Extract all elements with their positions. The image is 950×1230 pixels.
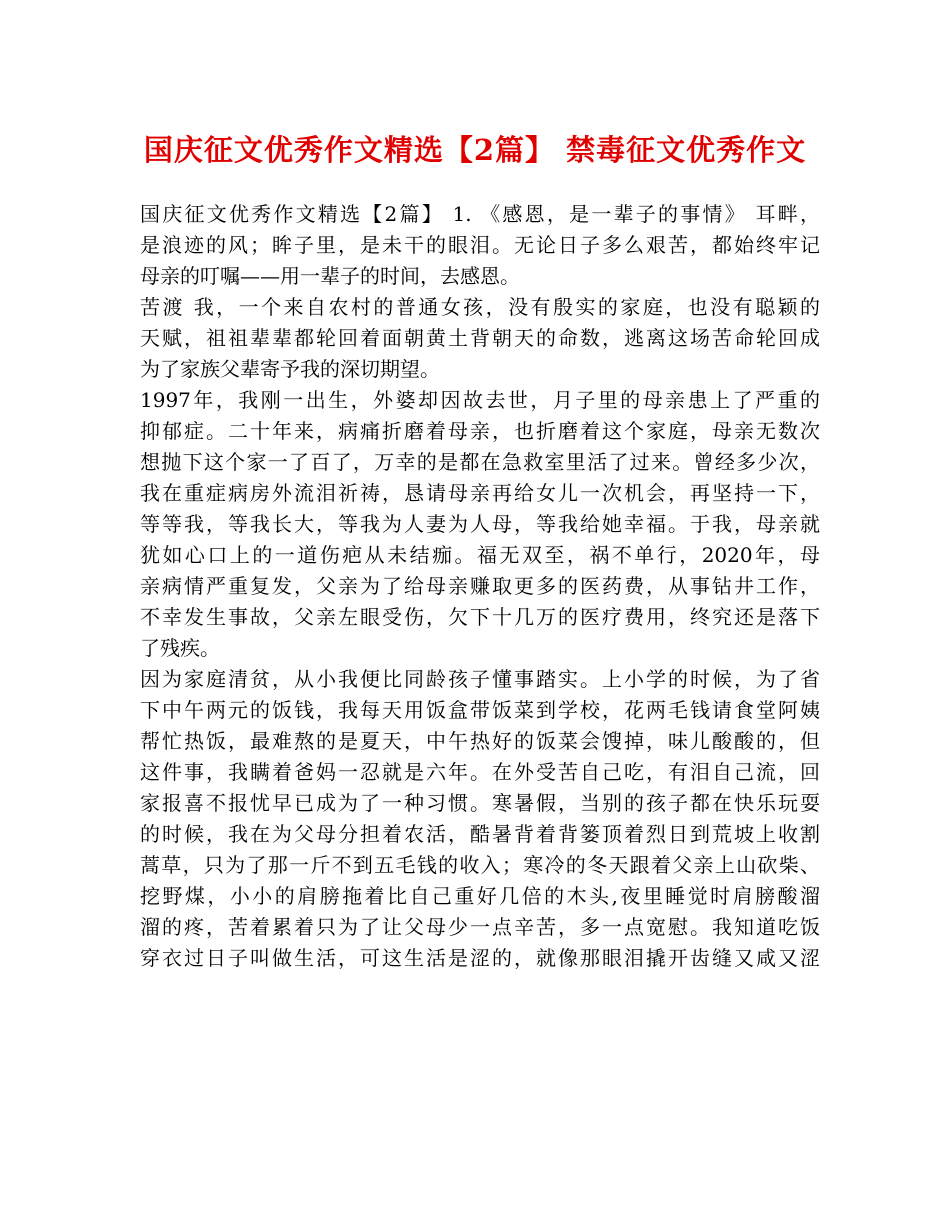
body-text-line: 我在重症病房外流泪祈祷，恳请母亲再给女儿一次机会，再坚持一下，: [140, 481, 820, 505]
body-text-line: 不幸发生事故，父亲左眼受伤，欠下十几万的医疗费用，终究还是落下: [140, 605, 820, 629]
body-text-line: 下中午两元的饭钱，我每天用饭盒带饭菜到学校，花两毛钱请食堂阿姨: [140, 698, 820, 722]
body-text-line: 的时候，我在为父母分担着农活，酷暑背着背篓顶着烈日到荒坡上收割: [140, 822, 820, 846]
body-text-line: 犹如心口上的一道伤疤从未结痂。福无双至，祸不单行，2020年，母: [140, 543, 820, 567]
body-text-line: 了残疾。: [140, 636, 220, 660]
body-text-line: 为了家族父辈寄予我的深切期望。: [140, 357, 440, 381]
body-text-line: 溜的疼，苦着累着只为了让父母少一点辛苦，多一点宽慰。我知道吃饭: [140, 915, 820, 939]
body-text-line: 是浪迹的风；眸子里，是未干的眼泪。无论日子多么艰苦，都始终牢记: [140, 233, 820, 257]
document-body: [140, 199, 820, 974]
body-text-line: 因为家庭清贫，从小我便比同龄孩子懂事踏实。上小学的时候，为了省: [140, 667, 820, 691]
body-text-line: 帮忙热饭，最难熬的是夏天，中午热好的饭菜会馊掉，味儿酸酸的，但: [140, 729, 820, 753]
body-text-line: 想抛下这个家一了百了，万幸的是都在急救室里活了过来。曾经多少次，: [140, 450, 820, 474]
body-text-line: 等等我，等我长大，等我为人妻为人母，等我给她幸福。于我，母亲就: [140, 512, 820, 536]
document-title: 国庆征文优秀作文精选【2篇】 禁毒征文优秀作文: [143, 133, 807, 167]
body-text-line: 挖野煤，小小的肩膀拖着比自己重好几倍的木头,夜里睡觉时肩膀酸溜: [140, 884, 820, 908]
body-text-line: 母亲的叮嘱——用一辈子的时间，去感恩。: [140, 264, 520, 288]
body-text-line: 家报喜不报忧早已成为了一种习惯。寒暑假，当别的孩子都在快乐玩耍: [140, 791, 820, 815]
body-text-line: 国庆征文优秀作文精选【2篇】 1. 《感恩，是一辈子的事情》 耳畔，: [140, 202, 820, 226]
body-text-line: 这件事，我瞒着爸妈一忍就是六年。在外受苦自己吃，有泪自己流，回: [140, 760, 820, 784]
body-text-line: 苦渡 我，一个来自农村的普通女孩，没有殷实的家庭，也没有聪颖的: [140, 295, 820, 319]
body-text-line: 1997年，我刚一出生，外婆却因故去世，月子里的母亲患上了严重的: [140, 388, 820, 412]
body-text-line: 抑郁症。二十年来，病痛折磨着母亲，也折磨着这个家庭，母亲无数次: [140, 419, 820, 443]
body-text-line: 蒿草，只为了那一斤不到五毛钱的收入；寒冷的冬天跟着父亲上山砍柴、: [140, 853, 820, 877]
body-text-line: 天赋，祖祖辈辈都轮回着面朝黄土背朝天的命数，逃离这场苦命轮回成: [140, 326, 820, 350]
body-text-line: 穿衣过日子叫做生活，可这生活是涩的，就像那眼泪撬开齿缝又咸又涩: [140, 946, 820, 970]
body-text-line: 亲病情严重复发，父亲为了给母亲赚取更多的医药费，从事钻井工作，: [140, 574, 820, 598]
